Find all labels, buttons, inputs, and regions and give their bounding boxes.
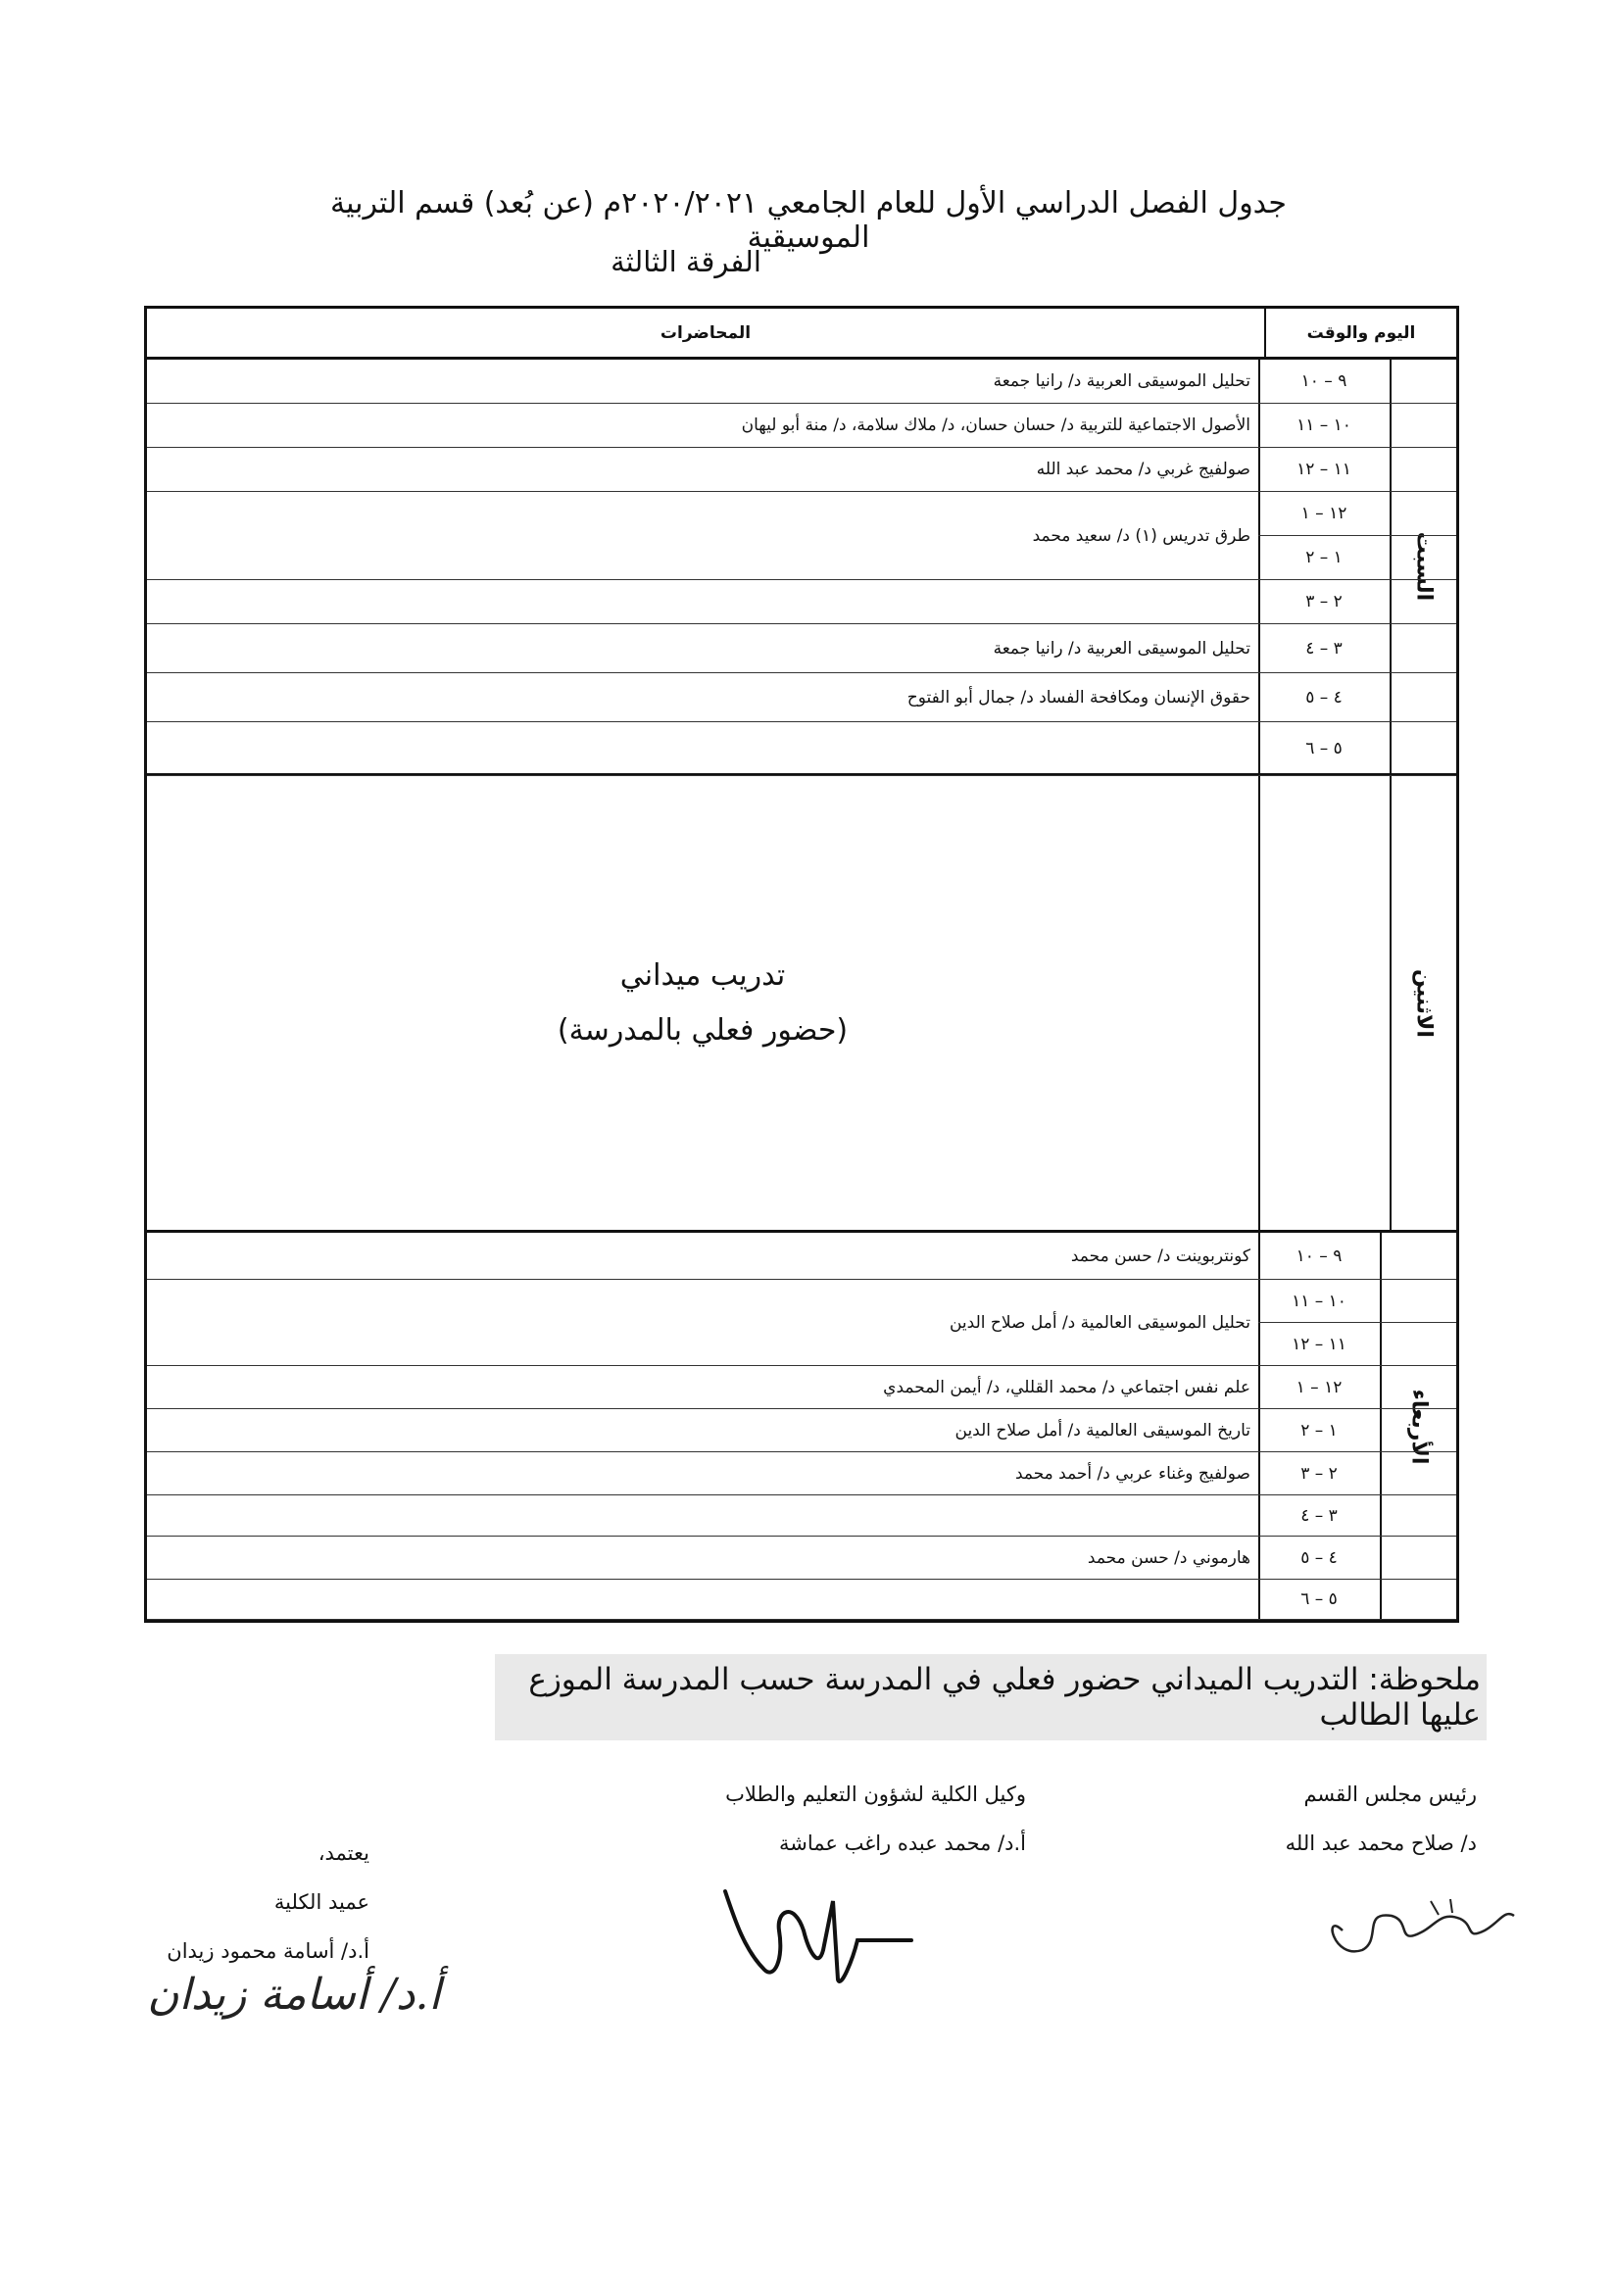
lecture-cell (159, 1495, 1250, 1536)
time-slot: ١ – ٢ (1300, 1420, 1338, 1441)
table-row (147, 624, 1456, 673)
lecture-cell: الأصول الاجتماعية للتربية د/ حسان حسان، د/ ملاك سلامة، د/ منة أبو ليهان (741, 415, 1250, 435)
vice-name: أ.د/ محمد عبده راغب عماشة (779, 1832, 1026, 1855)
table-row (147, 1452, 1456, 1495)
head-signature-scribble (1303, 1872, 1539, 1979)
time-slot: ٩ – ١٠ (1300, 371, 1347, 391)
lecture-cell: تحليل الموسيقى العربية د/ رانيا جمعة (993, 371, 1250, 391)
field-training-cell (147, 776, 1258, 1230)
day-label-monday: الاثنين (1411, 968, 1437, 1038)
time-slot: ١٢ – ١ (1296, 1377, 1343, 1397)
table-row (147, 722, 1456, 776)
time-slot: ١٠ – ١١ (1296, 415, 1351, 435)
time-slot: ٢ – ٣ (1300, 1463, 1338, 1484)
table-row (147, 1409, 1456, 1452)
table-row (147, 404, 1456, 448)
time-slot: ٥ – ٦ (1300, 1589, 1338, 1609)
lecture-cell (159, 722, 1250, 775)
footnote: ملحوظة: التدريب الميداني حضور فعلي في المدرسة حسب المدرسة الموزع عليها الطالب (495, 1654, 1487, 1740)
lecture-cell: حقوق الإنسان ومكافحة الفساد د/ جمال أبو الفتوح (906, 687, 1250, 708)
header-day-time: اليوم والوقت (1264, 309, 1456, 357)
time-slot: ٣ – ٤ (1305, 638, 1343, 659)
merged-lecture-cell: طرق تدريس (١) د/ سعيد محمد (147, 492, 1258, 580)
table-row (147, 580, 1456, 624)
lecture-cell: علم نفس اجتماعي د/ محمد القللي، د/ أيمن المحمدي (883, 1377, 1250, 1397)
vice-title: وكيل الكلية لشؤون التعليم والطلاب (725, 1783, 1026, 1806)
lecture-cell: كونتربوينت د/ حسن محمد (1070, 1246, 1250, 1266)
time-slot: ١١ – ١٢ (1296, 460, 1351, 479)
merged-lecture-cell: تحليل الموسيقى العالمية د/ أمل صلاح الدين (147, 1280, 1258, 1366)
day-cell (1390, 776, 1456, 1230)
lecture-cell: هارموني د/ حسن محمد (1087, 1547, 1250, 1568)
lecture-cell: صولفيج وغناء عربي د/ أحمد محمد (1014, 1463, 1250, 1484)
head-name: د/ صلاح محمد عبد الله (1285, 1832, 1477, 1855)
table-row (147, 1495, 1456, 1537)
dean-handwritten-signature: أ.د/ أسامة زيدان (147, 1970, 441, 2020)
table-header (147, 309, 1456, 360)
time-slot: ١ – ٢ (1305, 548, 1343, 567)
vice-signature-scribble (686, 1862, 921, 1999)
signature-dean (167, 1832, 369, 1972)
page-subtitle: الفرقة الثالثة (611, 245, 761, 278)
dean-title: عميد الكلية (273, 1890, 369, 1914)
approve-label: يعتمد، (318, 1841, 369, 1865)
head-title: رئيس مجلس القسم (1303, 1783, 1477, 1806)
table-row (147, 1580, 1456, 1620)
field-training-note: (حضور فعلي بالمدرسة) (557, 1012, 849, 1048)
table-row (147, 448, 1456, 492)
time-slot: ١١ – ١٢ (1292, 1334, 1346, 1354)
time-slot: ٩ – ١٠ (1296, 1246, 1343, 1266)
time-slot: ٤ – ٥ (1300, 1547, 1338, 1568)
lecture-cell (159, 1580, 1250, 1619)
table-row (147, 360, 1456, 404)
header-lectures: المحاضرات (660, 323, 752, 343)
wednesday-block (147, 1233, 1456, 1620)
time-slot: ١٠ – ١١ (1292, 1291, 1346, 1311)
monday-block (147, 776, 1456, 1233)
signature-department-head (1286, 1774, 1477, 1864)
signature-vice-dean (725, 1774, 1026, 1864)
page-title: جدول الفصل الدراسي الأول للعام الجامعي ٢٠٢٠/٢٠٢١م (عن بُعد) قسم التربية الموسيقية (330, 186, 1287, 255)
day-label-saturday: السبت (1411, 531, 1437, 602)
field-training-title: تدريب ميداني (619, 957, 786, 993)
time-slot: ٤ – ٥ (1305, 687, 1343, 708)
dean-name: أ.د/ أسامة محمود زيدان (167, 1939, 369, 1963)
lecture-cell: تحليل الموسيقى العربية د/ رانيا جمعة (993, 638, 1250, 659)
table-row (147, 1233, 1456, 1280)
time-slot: ١٢ – ١ (1300, 504, 1347, 523)
table-row (147, 1366, 1456, 1409)
lecture-cell (159, 580, 1250, 623)
table-row (147, 1537, 1456, 1580)
day-label-wednesday: الأربعاء (1406, 1389, 1432, 1464)
lecture-cell: تاريخ الموسيقى العالمية د/ أمل صلاح الدين (954, 1420, 1250, 1441)
table-row (147, 673, 1456, 722)
saturday-block (147, 360, 1456, 776)
schedule-table (144, 306, 1459, 1623)
time-slot: ٣ – ٤ (1300, 1505, 1338, 1526)
time-slot: ٢ – ٣ (1305, 592, 1343, 611)
lecture-cell: صولفيج غربي د/ محمد عبد الله (1036, 460, 1250, 479)
time-slot: ٥ – ٦ (1305, 739, 1343, 758)
